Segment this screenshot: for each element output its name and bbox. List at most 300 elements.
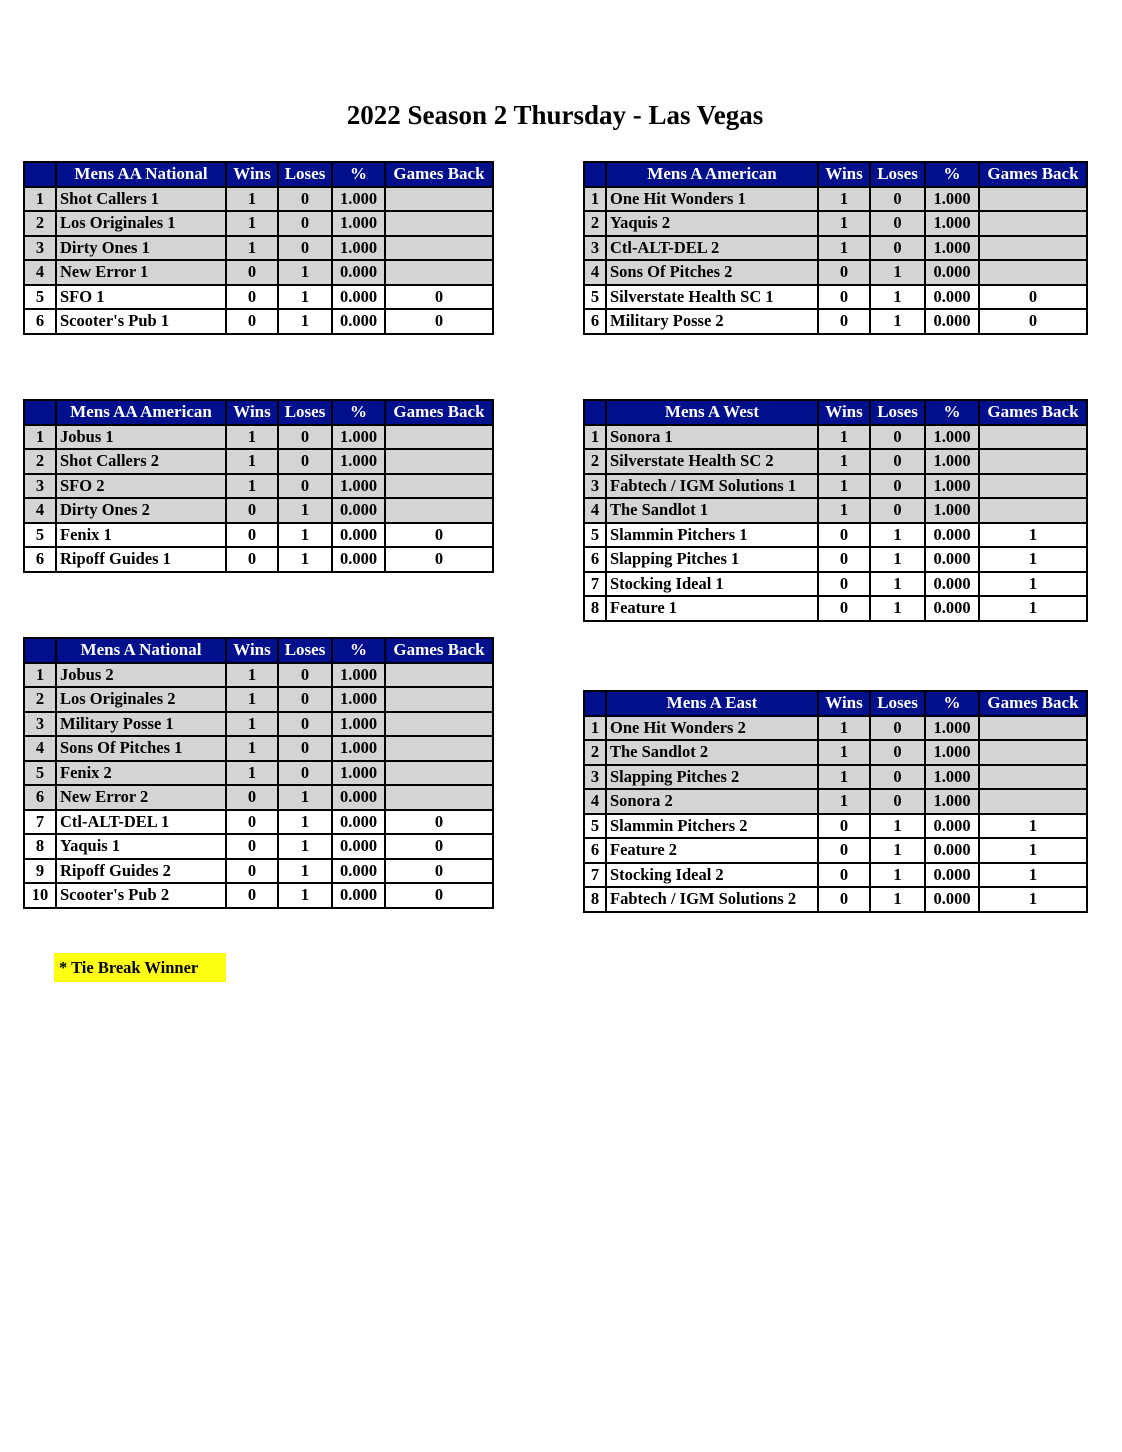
rank-cell: 2 [584, 449, 606, 474]
table-header-row [584, 400, 1087, 425]
page-title: 2022 Season 2 Thursday - Las Vegas [346, 100, 764, 130]
table-row [24, 236, 493, 261]
games-back-cell [385, 449, 493, 474]
team-name-cell: Military Posse 1 [56, 712, 226, 737]
wins-cell: 0 [226, 309, 278, 334]
team-name-cell: The Sandlot 2 [606, 740, 818, 765]
loses-header: Loses [278, 638, 332, 663]
table-row [24, 712, 493, 737]
pct-header: % [332, 638, 385, 663]
rank-header [584, 400, 606, 425]
table-row [584, 716, 1087, 741]
loses-cell: 1 [278, 785, 332, 810]
loses-cell: 1 [870, 309, 925, 334]
team-name-cell: Silverstate Health SC 2 [606, 449, 818, 474]
table-row [24, 498, 493, 523]
team-name-cell: Ctl-ALT-DEL 2 [606, 236, 818, 261]
games-back-cell [385, 687, 493, 712]
pct-cell: 1.000 [332, 687, 385, 712]
games-back-cell [979, 740, 1087, 765]
team-name-cell: Dirty Ones 2 [56, 498, 226, 523]
division-name: Mens AA National [56, 162, 226, 187]
table-row [584, 740, 1087, 765]
wins-cell: 1 [818, 449, 870, 474]
team-name-cell: SFO 2 [56, 474, 226, 499]
team-name-cell: Sons Of Pitches 2 [606, 260, 818, 285]
games-back-cell: 0 [385, 547, 493, 572]
wins-cell: 1 [818, 187, 870, 212]
wins-cell: 1 [818, 211, 870, 236]
table-row [24, 810, 493, 835]
wins-cell: 0 [818, 887, 870, 912]
rank-cell: 3 [24, 474, 56, 499]
wins-cell: 0 [818, 572, 870, 597]
loses-cell: 0 [870, 236, 925, 261]
games-back-cell: 0 [979, 309, 1087, 334]
table-row [584, 211, 1087, 236]
wins-cell: 0 [818, 596, 870, 621]
rank-cell: 1 [584, 187, 606, 212]
pct-header: % [925, 162, 979, 187]
games-back-cell: 1 [979, 596, 1087, 621]
games-back-cell [385, 474, 493, 499]
rank-cell: 5 [584, 285, 606, 310]
wins-cell: 0 [226, 810, 278, 835]
table-row [24, 883, 493, 908]
pct-cell: 0.000 [332, 834, 385, 859]
wins-cell: 0 [818, 523, 870, 548]
table-row [24, 260, 493, 285]
wins-cell: 0 [818, 547, 870, 572]
loses-cell: 0 [870, 716, 925, 741]
pct-cell: 1.000 [925, 498, 979, 523]
loses-cell: 0 [870, 211, 925, 236]
team-name-cell: Fenix 1 [56, 523, 226, 548]
rank-cell: 5 [24, 523, 56, 548]
pct-cell: 1.000 [925, 187, 979, 212]
wins-cell: 1 [818, 765, 870, 790]
table-row [584, 765, 1087, 790]
loses-cell: 0 [870, 187, 925, 212]
rank-cell: 1 [24, 663, 56, 688]
loses-cell: 1 [870, 838, 925, 863]
loses-cell: 1 [278, 285, 332, 310]
loses-header: Loses [870, 691, 925, 716]
wins-cell: 1 [818, 740, 870, 765]
loses-cell: 0 [870, 498, 925, 523]
table-row [24, 187, 493, 212]
pct-cell: 0.000 [332, 810, 385, 835]
pct-cell: 0.000 [925, 863, 979, 888]
table-row [584, 474, 1087, 499]
pct-cell: 1.000 [332, 425, 385, 450]
tie-break-winner-legend: * Tie Break Winner [54, 953, 226, 982]
wins-cell: 0 [226, 859, 278, 884]
loses-cell: 1 [278, 498, 332, 523]
table-row [584, 260, 1087, 285]
team-name-cell: Shot Callers 2 [56, 449, 226, 474]
team-name-cell: Scooter's Pub 1 [56, 309, 226, 334]
loses-header: Loses [870, 162, 925, 187]
games-back-cell: 1 [979, 863, 1087, 888]
loses-cell: 1 [278, 810, 332, 835]
pct-header: % [925, 400, 979, 425]
pct-header: % [332, 162, 385, 187]
wins-cell: 0 [226, 785, 278, 810]
table-row [584, 425, 1087, 450]
team-name-cell: Sonora 2 [606, 789, 818, 814]
rank-cell: 8 [24, 834, 56, 859]
games-back-cell: 1 [979, 838, 1087, 863]
table-row [24, 211, 493, 236]
rank-cell: 6 [584, 838, 606, 863]
pct-cell: 1.000 [332, 761, 385, 786]
team-name-cell: Scooter's Pub 2 [56, 883, 226, 908]
wins-cell: 1 [818, 474, 870, 499]
games-back-header: Games Back [385, 162, 493, 187]
table-row [584, 887, 1087, 912]
rank-cell: 10 [24, 883, 56, 908]
standings-table-mens-a-american [583, 161, 1088, 335]
loses-cell: 1 [278, 859, 332, 884]
division-name: Mens A American [606, 162, 818, 187]
table-row [584, 187, 1087, 212]
team-name-cell: Feature 1 [606, 596, 818, 621]
games-back-cell: 1 [979, 887, 1087, 912]
games-back-cell: 0 [385, 523, 493, 548]
loses-cell: 1 [278, 260, 332, 285]
wins-cell: 1 [226, 761, 278, 786]
wins-cell: 0 [226, 498, 278, 523]
games-back-cell: 0 [385, 810, 493, 835]
games-back-cell: 0 [385, 883, 493, 908]
games-back-cell [979, 716, 1087, 741]
pct-cell: 0.000 [925, 260, 979, 285]
loses-cell: 1 [870, 814, 925, 839]
games-back-cell [385, 663, 493, 688]
table-header-row [584, 162, 1087, 187]
wins-cell: 1 [818, 716, 870, 741]
team-name-cell: Los Originales 1 [56, 211, 226, 236]
rank-cell: 2 [24, 211, 56, 236]
games-back-cell [385, 260, 493, 285]
team-name-cell: Slapping Pitches 1 [606, 547, 818, 572]
pct-cell: 1.000 [332, 187, 385, 212]
loses-cell: 0 [278, 449, 332, 474]
table-row [24, 425, 493, 450]
rank-cell: 3 [24, 236, 56, 261]
pct-cell: 0.000 [925, 547, 979, 572]
team-name-cell: Fabtech / IGM Solutions 2 [606, 887, 818, 912]
loses-cell: 1 [870, 523, 925, 548]
games-back-cell [979, 765, 1087, 790]
loses-cell: 1 [870, 260, 925, 285]
table-row [24, 859, 493, 884]
team-name-cell: Dirty Ones 1 [56, 236, 226, 261]
pct-cell: 1.000 [925, 716, 979, 741]
table-row [584, 498, 1087, 523]
pct-cell: 0.000 [925, 838, 979, 863]
games-back-cell [979, 474, 1087, 499]
wins-cell: 1 [226, 736, 278, 761]
loses-header: Loses [278, 400, 332, 425]
pct-cell: 1.000 [925, 765, 979, 790]
loses-cell: 0 [278, 425, 332, 450]
standings-table-mens-a-national [23, 637, 494, 909]
pct-cell: 0.000 [332, 309, 385, 334]
team-name-cell: Stocking Ideal 1 [606, 572, 818, 597]
games-back-cell: 1 [979, 572, 1087, 597]
wins-cell: 1 [818, 236, 870, 261]
rank-cell: 3 [584, 474, 606, 499]
team-name-cell: New Error 2 [56, 785, 226, 810]
team-name-cell: Ctl-ALT-DEL 1 [56, 810, 226, 835]
team-name-cell: Shot Callers 1 [56, 187, 226, 212]
team-name-cell: Jobus 1 [56, 425, 226, 450]
table-row [584, 789, 1087, 814]
table-row [24, 309, 493, 334]
table-row [584, 547, 1087, 572]
pct-cell: 0.000 [332, 523, 385, 548]
team-name-cell: One Hit Wonders 2 [606, 716, 818, 741]
pct-cell: 0.000 [332, 547, 385, 572]
rank-cell: 2 [584, 740, 606, 765]
loses-cell: 0 [870, 425, 925, 450]
games-back-cell: 0 [385, 859, 493, 884]
games-back-cell [385, 761, 493, 786]
team-name-cell: Slammin Pitchers 1 [606, 523, 818, 548]
loses-cell: 0 [870, 765, 925, 790]
table-row [24, 834, 493, 859]
wins-cell: 1 [226, 425, 278, 450]
games-back-cell [979, 498, 1087, 523]
games-back-cell [385, 785, 493, 810]
table-row [584, 309, 1087, 334]
pct-cell: 0.000 [332, 859, 385, 884]
pct-cell: 0.000 [332, 785, 385, 810]
rank-cell: 1 [584, 716, 606, 741]
wins-cell: 0 [818, 863, 870, 888]
pct-cell: 1.000 [925, 740, 979, 765]
wins-cell: 0 [818, 814, 870, 839]
games-back-cell: 1 [979, 523, 1087, 548]
standings-table-mens-a-east [583, 690, 1088, 913]
rank-cell: 7 [24, 810, 56, 835]
rank-cell: 8 [584, 887, 606, 912]
rank-cell: 1 [24, 425, 56, 450]
rank-cell: 5 [584, 523, 606, 548]
wins-cell: 1 [226, 236, 278, 261]
games-back-cell [979, 260, 1087, 285]
rank-cell: 3 [584, 765, 606, 790]
loses-cell: 1 [870, 596, 925, 621]
pct-cell: 1.000 [925, 449, 979, 474]
table-row [584, 572, 1087, 597]
pct-cell: 0.000 [332, 883, 385, 908]
rank-header [24, 162, 56, 187]
division-name: Mens A National [56, 638, 226, 663]
loses-cell: 1 [278, 883, 332, 908]
pct-cell: 1.000 [332, 663, 385, 688]
games-back-cell: 0 [385, 309, 493, 334]
table-row [24, 761, 493, 786]
table-row [584, 236, 1087, 261]
games-back-cell [385, 425, 493, 450]
wins-cell: 0 [226, 547, 278, 572]
team-name-cell: Sonora 1 [606, 425, 818, 450]
wins-cell: 0 [818, 838, 870, 863]
games-back-cell [385, 736, 493, 761]
pct-cell: 1.000 [332, 736, 385, 761]
team-name-cell: Fenix 2 [56, 761, 226, 786]
table-row [24, 285, 493, 310]
table-row [24, 474, 493, 499]
pct-cell: 0.000 [925, 887, 979, 912]
games-back-header: Games Back [385, 638, 493, 663]
loses-cell: 0 [870, 789, 925, 814]
games-back-cell [979, 449, 1087, 474]
pct-header: % [332, 400, 385, 425]
games-back-cell [979, 789, 1087, 814]
team-name-cell: Slapping Pitches 2 [606, 765, 818, 790]
games-back-cell [385, 498, 493, 523]
wins-cell: 1 [226, 211, 278, 236]
games-back-cell [385, 211, 493, 236]
team-name-cell: SFO 1 [56, 285, 226, 310]
table-row [24, 663, 493, 688]
rank-cell: 4 [584, 789, 606, 814]
loses-cell: 0 [278, 187, 332, 212]
games-back-cell [385, 236, 493, 261]
wins-cell: 1 [226, 687, 278, 712]
loses-cell: 0 [278, 736, 332, 761]
pct-cell: 1.000 [925, 425, 979, 450]
wins-cell: 0 [226, 834, 278, 859]
rank-header [584, 691, 606, 716]
rank-header [584, 162, 606, 187]
rank-cell: 1 [24, 187, 56, 212]
games-back-cell: 0 [385, 834, 493, 859]
pct-cell: 1.000 [925, 211, 979, 236]
loses-cell: 1 [278, 309, 332, 334]
table-row [24, 785, 493, 810]
wins-cell: 0 [818, 285, 870, 310]
team-name-cell: One Hit Wonders 1 [606, 187, 818, 212]
team-name-cell: Jobus 2 [56, 663, 226, 688]
rank-cell: 8 [584, 596, 606, 621]
division-name: Mens A West [606, 400, 818, 425]
rank-cell: 5 [24, 285, 56, 310]
loses-cell: 1 [870, 285, 925, 310]
table-row [24, 687, 493, 712]
rank-cell: 6 [24, 785, 56, 810]
games-back-cell [979, 211, 1087, 236]
team-name-cell: Los Originales 2 [56, 687, 226, 712]
rank-cell: 4 [584, 260, 606, 285]
pct-cell: 1.000 [925, 789, 979, 814]
loses-cell: 0 [278, 211, 332, 236]
games-back-cell: 0 [385, 285, 493, 310]
rank-cell: 3 [24, 712, 56, 737]
team-name-cell: Sons Of Pitches 1 [56, 736, 226, 761]
pct-cell: 0.000 [925, 814, 979, 839]
team-name-cell: Yaquis 1 [56, 834, 226, 859]
wins-cell: 0 [226, 285, 278, 310]
rank-cell: 4 [24, 736, 56, 761]
games-back-cell [385, 712, 493, 737]
wins-cell: 0 [818, 260, 870, 285]
loses-cell: 0 [870, 449, 925, 474]
wins-header: Wins [226, 638, 278, 663]
pct-cell: 0.000 [332, 285, 385, 310]
team-name-cell: Stocking Ideal 2 [606, 863, 818, 888]
rank-cell: 6 [584, 309, 606, 334]
loses-cell: 0 [278, 663, 332, 688]
table-header-row [584, 691, 1087, 716]
standings-table-mens-a-west [583, 399, 1088, 622]
team-name-cell: Feature 2 [606, 838, 818, 863]
loses-cell: 0 [278, 712, 332, 737]
games-back-header: Games Back [979, 400, 1087, 425]
rank-header [24, 638, 56, 663]
team-name-cell: Military Posse 2 [606, 309, 818, 334]
wins-cell: 1 [226, 474, 278, 499]
rank-cell: 3 [584, 236, 606, 261]
games-back-cell: 1 [979, 547, 1087, 572]
loses-cell: 1 [278, 523, 332, 548]
wins-header: Wins [818, 400, 870, 425]
wins-header: Wins [226, 162, 278, 187]
pct-cell: 1.000 [332, 474, 385, 499]
pct-cell: 1.000 [925, 236, 979, 261]
wins-cell: 0 [226, 260, 278, 285]
rank-cell: 6 [24, 547, 56, 572]
loses-cell: 0 [870, 740, 925, 765]
team-name-cell: Ripoff Guides 2 [56, 859, 226, 884]
loses-cell: 0 [278, 236, 332, 261]
rank-cell: 2 [24, 687, 56, 712]
table-row [584, 449, 1087, 474]
wins-cell: 1 [818, 425, 870, 450]
loses-cell: 1 [870, 863, 925, 888]
loses-cell: 0 [278, 761, 332, 786]
games-back-cell [979, 425, 1087, 450]
wins-cell: 1 [226, 663, 278, 688]
team-name-cell: Slammin Pitchers 2 [606, 814, 818, 839]
games-back-cell [385, 187, 493, 212]
wins-cell: 1 [818, 789, 870, 814]
pct-header: % [925, 691, 979, 716]
wins-header: Wins [818, 691, 870, 716]
rank-cell: 4 [24, 498, 56, 523]
table-header-row [24, 162, 493, 187]
table-row [584, 838, 1087, 863]
games-back-cell: 1 [979, 814, 1087, 839]
games-back-cell [979, 236, 1087, 261]
wins-header: Wins [818, 162, 870, 187]
loses-cell: 1 [870, 547, 925, 572]
loses-cell: 0 [278, 474, 332, 499]
pct-cell: 1.000 [332, 236, 385, 261]
loses-cell: 0 [278, 687, 332, 712]
rank-cell: 4 [584, 498, 606, 523]
team-name-cell: New Error 1 [56, 260, 226, 285]
pct-cell: 1.000 [332, 211, 385, 236]
wins-cell: 1 [226, 187, 278, 212]
rank-cell: 4 [24, 260, 56, 285]
rank-cell: 5 [24, 761, 56, 786]
team-name-cell: Fabtech / IGM Solutions 1 [606, 474, 818, 499]
